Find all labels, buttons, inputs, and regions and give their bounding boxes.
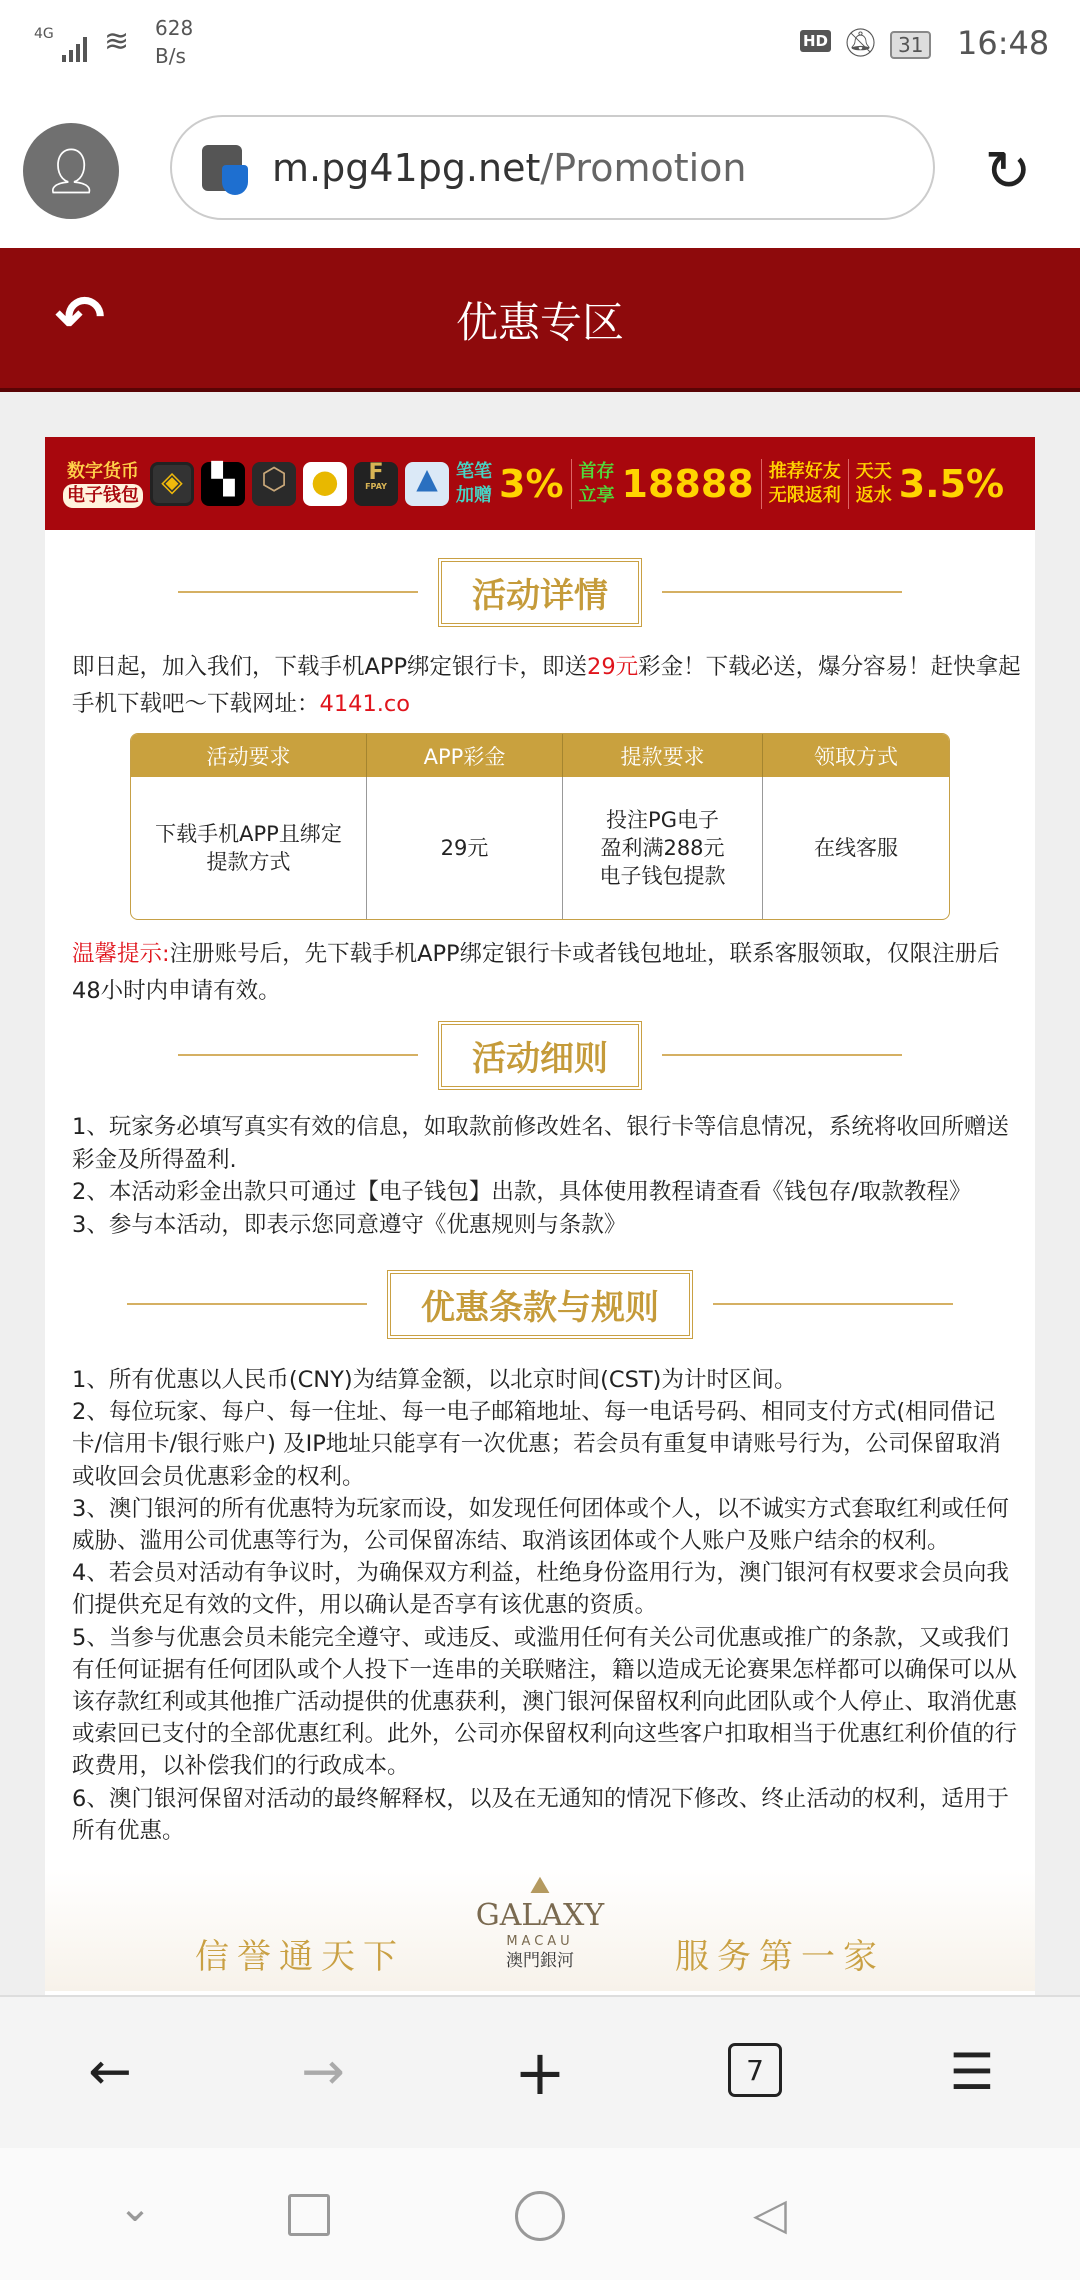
nav-recents-icon[interactable] [288, 2194, 330, 2236]
forward-icon[interactable]: → [301, 2042, 345, 2102]
banner-crypto-label: 数字货币 [67, 460, 139, 482]
battery-icon: 31 [890, 31, 931, 59]
clock: 16:48 [957, 24, 1050, 62]
section-header-terms [45, 1269, 1035, 1339]
banner-p4-label2: 返水 [855, 484, 892, 506]
wallet-app-icon: ⬡ [252, 462, 296, 506]
hd-icon: HD [800, 30, 831, 52]
table-cell: 在线客服 [814, 836, 898, 860]
rule-item: 3、参与本活动，即表示您同意遵守《优惠规则与条款》 [72, 1211, 627, 1238]
net-speed-unit: B/s [155, 44, 186, 68]
section-title: 活动细则 [438, 1021, 642, 1090]
net-speed-value: 628 [155, 16, 194, 40]
banner-p3-label: 推荐好友 [768, 460, 841, 482]
banner-p4-value: 3.5% [898, 461, 1005, 506]
table-header: 活动要求 [131, 734, 367, 777]
banner-wallet-label: 电子钱包 [63, 484, 143, 508]
table-header: 领取方式 [763, 734, 949, 777]
browser-toolbar [0, 1995, 1080, 2148]
url-bar[interactable] [170, 115, 935, 220]
url-host: m.pg41pg.net [272, 145, 541, 190]
status-bar [0, 0, 1080, 90]
promotion-content [45, 437, 1035, 1995]
footer-brand [45, 1871, 1035, 1991]
browser-bar [0, 90, 1080, 248]
slogan-left: 信誉通天下 [195, 1937, 405, 1978]
system-nav-bar [0, 2148, 1080, 2280]
new-tab-icon[interactable]: + [514, 2035, 566, 2109]
banner-p2-label: 首存 [578, 460, 615, 482]
promo-banner[interactable] [45, 437, 1035, 530]
menu-icon[interactable]: ☰ [949, 2043, 995, 2101]
banner-p1-label: 笔笔 [456, 460, 492, 482]
bean-wallet-icon: ● [303, 462, 347, 506]
table-row [131, 777, 949, 919]
table-cell: 下载手机APP且绑定提款方式 [131, 777, 367, 919]
slogan-right: 服务第一家 [675, 1937, 885, 1978]
terms-list [72, 1364, 1022, 1847]
section-title: 活动详情 [438, 558, 642, 627]
bell-muted-icon: 🔕︎ [843, 26, 879, 59]
banner-p3-label2: 无限返利 [768, 484, 841, 506]
section-header-rules [45, 1020, 1035, 1090]
banner-p2-value: 18888 [621, 461, 754, 506]
reload-icon[interactable]: ↻ [984, 138, 1032, 204]
page-header [0, 248, 1080, 392]
term-item: 6、澳门银河保留对活动的最终解释权，以及在无通知的情况下修改、终止活动的权利，适用于所有优惠。 [72, 1785, 1009, 1844]
table-cell: 29元 [367, 777, 563, 919]
secure-lock-icon [202, 145, 242, 191]
banner-p1-value: 3% [499, 461, 564, 506]
rule-item: 1、玩家务必填写真实有效的信息，如取款前修改姓名、银行卡等信息情况，系统将收回所赠送彩金及所得盈利. [72, 1114, 1009, 1173]
banner-p4-label: 天天 [855, 460, 892, 482]
table-header: APP彩金 [367, 734, 563, 777]
nav-back-icon[interactable]: ◁ [753, 2188, 787, 2240]
back-arrow-icon[interactable]: ↶ [54, 283, 106, 353]
tabs-button[interactable]: 7 [728, 2043, 782, 2097]
nav-home-icon[interactable] [515, 2191, 565, 2241]
profile-add-icon[interactable]: 👤︎ [23, 123, 119, 219]
banner-p1-label2: 加赠 [456, 484, 492, 506]
term-item: 2、每位玩家、每户、每一住址、每一电子邮箱地址、每一电话号码、相同支付方式(相同借记卡/信用卡/银行账户) 及IP地址只能享有一次优惠；若会员有重复申请账号行为，公司保留取消或收回会员优惠彩金的权利。 [72, 1399, 1001, 1490]
wifi-icon: ≋ [104, 24, 130, 59]
bonus-table [130, 733, 950, 920]
table-header: 提款要求 [563, 734, 763, 777]
nav-collapse-icon[interactable]: ⌄ [118, 2185, 152, 2231]
galaxy-logo: ⛰ GALAXY MACAU 澳門銀河 [445, 1871, 635, 1972]
term-item: 3、澳门银河的所有优惠特为玩家而设，如发现任何团体或个人，以不诚实方式套取红利或任何威胁、滥用公司优惠等行为，公司保留冻结、取消该团体或个人账户及账户结余的权利。 [72, 1495, 1009, 1555]
rules-list [72, 1111, 1022, 1241]
okx-icon: ▚ [201, 462, 245, 506]
fpay-icon: F FPAY [354, 462, 398, 506]
term-item: 1、所有优惠以人民币(CNY)为结算金额，以北京时间(CST)为计时区间。 [72, 1367, 797, 1393]
rule-item: 2、本活动彩金出款只可通过【电子钱包】出款，具体使用教程请查看《钱包存/取款教程》 [72, 1179, 972, 1205]
download-link[interactable]: 4141.co [319, 691, 411, 717]
section-header-details [45, 557, 1035, 627]
banner-p2-label2: 立享 [578, 484, 615, 506]
url-path: /Promotion [540, 145, 747, 190]
table-cell: 投注PG电子 盈利满288元 电子钱包提款 [563, 777, 763, 919]
binance-icon: ◈ [150, 462, 194, 506]
term-item: 5、当参与优惠会员未能完全遵守、或违反、或滥用任何有关公司优惠或推广的条款，又或我们有任何证据有任何团队或个人投下一连串的关联赌注，籍以造成无论赛果怎样都可以确保可以从该存款红利或其他推广活动提供的优惠获利，澳门银河保留权利向此团队或个人停止、取消优惠或索回已支付的全部优惠红利。此外，公司亦保留权利向这些客户扣取相当于优惠红利价值的行政费用，以补偿我们的行政成本。 [72, 1624, 1018, 1780]
details-intro: 即日起，加入我们，下载手机APP绑定银行卡，即送29元彩金！下载必送，爆分容易！赶快拿起手机下载吧～下载网址：4141.co [72, 654, 1021, 717]
section-title: 优惠条款与规则 [387, 1270, 693, 1339]
back-icon[interactable]: ← [88, 2042, 132, 2102]
network-type: 4G [34, 26, 54, 42]
galaxy-emblem-icon: ⛰ [529, 1871, 551, 1900]
signal-icon [62, 36, 87, 62]
coin-wallet-icon: ▲ [405, 462, 449, 506]
term-item: 4、若会员对活动有争议时，为确保双方利益，杜绝身份盗用行为，澳门银河有权要求会员向我们提供充足有效的文件，用以确认是否享有该优惠的资质。 [72, 1560, 1009, 1619]
warm-tip: 温馨提示:注册账号后，先下载手机APP绑定银行卡或者钱包地址，联系客服领取，仅限注册后48小时内申请有效。 [72, 941, 1000, 1004]
page-title: 优惠专区 [455, 298, 624, 347]
